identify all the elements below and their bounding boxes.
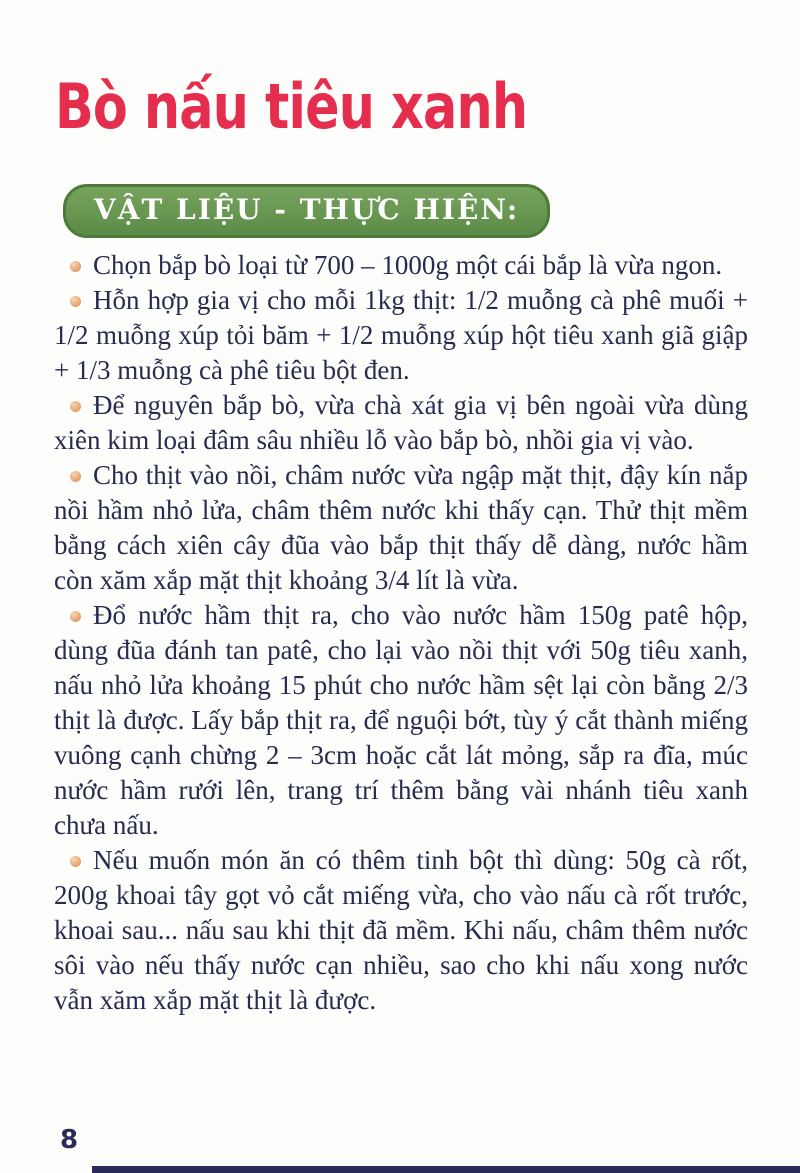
- bullet-dot-icon: [70, 401, 81, 412]
- section-heading-badge: [63, 184, 550, 238]
- recipe-instructions: [54, 248, 748, 1018]
- bullet-dot-icon: [70, 471, 81, 482]
- footer-rule: [92, 1166, 800, 1173]
- instruction-paragraph: [54, 283, 748, 388]
- page-number: 8: [60, 1125, 79, 1155]
- instruction-text: Đổ nước hầm thịt ra, cho vào nước hầm 150g patê hộp, dùng đũa đánh tan patê, cho lại vào nồi thịt với 50g tiêu xanh, nấu nhỏ lửa khoảng 15 phút cho nước hầm sệt lại còn bằng 2/3 thịt là được. Lấy bắp thịt ra, để nguội bớt, tùy ý cắt thành miếng vuông cạnh chừng 2 – 3cm hoặc cắt lát mỏng, sắp ra đĩa, múc nước hầm rưới lên, trang trí thêm bằng vài nhánh tiêu xanh chưa nấu.: [54, 600, 748, 840]
- recipe-title: Bò nấu tiêu xanh: [55, 70, 528, 143]
- bullet-dot-icon: [70, 296, 81, 307]
- instruction-text: Để nguyên bắp bò, vừa chà xát gia vị bên ngoài vừa dùng xiên kim loại đâm sâu nhiều lỗ vào bắp bò, nhồi gia vị vào.: [54, 390, 748, 455]
- instruction-paragraph: [54, 598, 748, 843]
- instruction-paragraph: [54, 843, 748, 1018]
- instruction-text: Nếu muốn món ăn có thêm tinh bột thì dùng: 50g cà rốt, 200g khoai tây gọt vỏ cắt miếng vừa, cho vào nấu cà rốt trước, khoai sau... nấu sau khi thịt đã mềm. Khi nấu, châm thêm nước sôi vào nếu thấy nước cạn nhiều, sao cho khi nấu xong nước vẫn xăm xắp mặt thịt là được.: [54, 845, 748, 1015]
- bullet-dot-icon: [70, 856, 81, 867]
- instruction-text: Cho thịt vào nồi, châm nước vừa ngập mặt thịt, đậy kín nắp nồi hầm nhỏ lửa, châm thêm nước khi thấy cạn. Thử thịt mềm bằng cách xiên cây đũa vào bắp thịt thấy dễ dàng, nước hầm còn xăm xắp mặt thịt khoảng 3/4 lít là vừa.: [54, 460, 748, 595]
- instruction-paragraph: [54, 388, 748, 458]
- instruction-text: Hỗn hợp gia vị cho mỗi 1kg thịt: 1/2 muỗng cà phê muối + 1/2 muỗng xúp tỏi băm + 1/2 muỗng xúp hột tiêu xanh giã giập + 1/3 muỗng cà phê tiêu bột đen.: [54, 285, 748, 385]
- instruction-paragraph: [54, 248, 748, 283]
- bullet-dot-icon: [70, 611, 81, 622]
- instruction-text: Chọn bắp bò loại từ 700 – 1000g một cái bắp là vừa ngon.: [93, 250, 723, 280]
- instruction-paragraph: [54, 458, 748, 598]
- section-heading-label: VẬT LIỆU - THỰC HIỆN:: [94, 193, 520, 226]
- bullet-dot-icon: [70, 261, 81, 272]
